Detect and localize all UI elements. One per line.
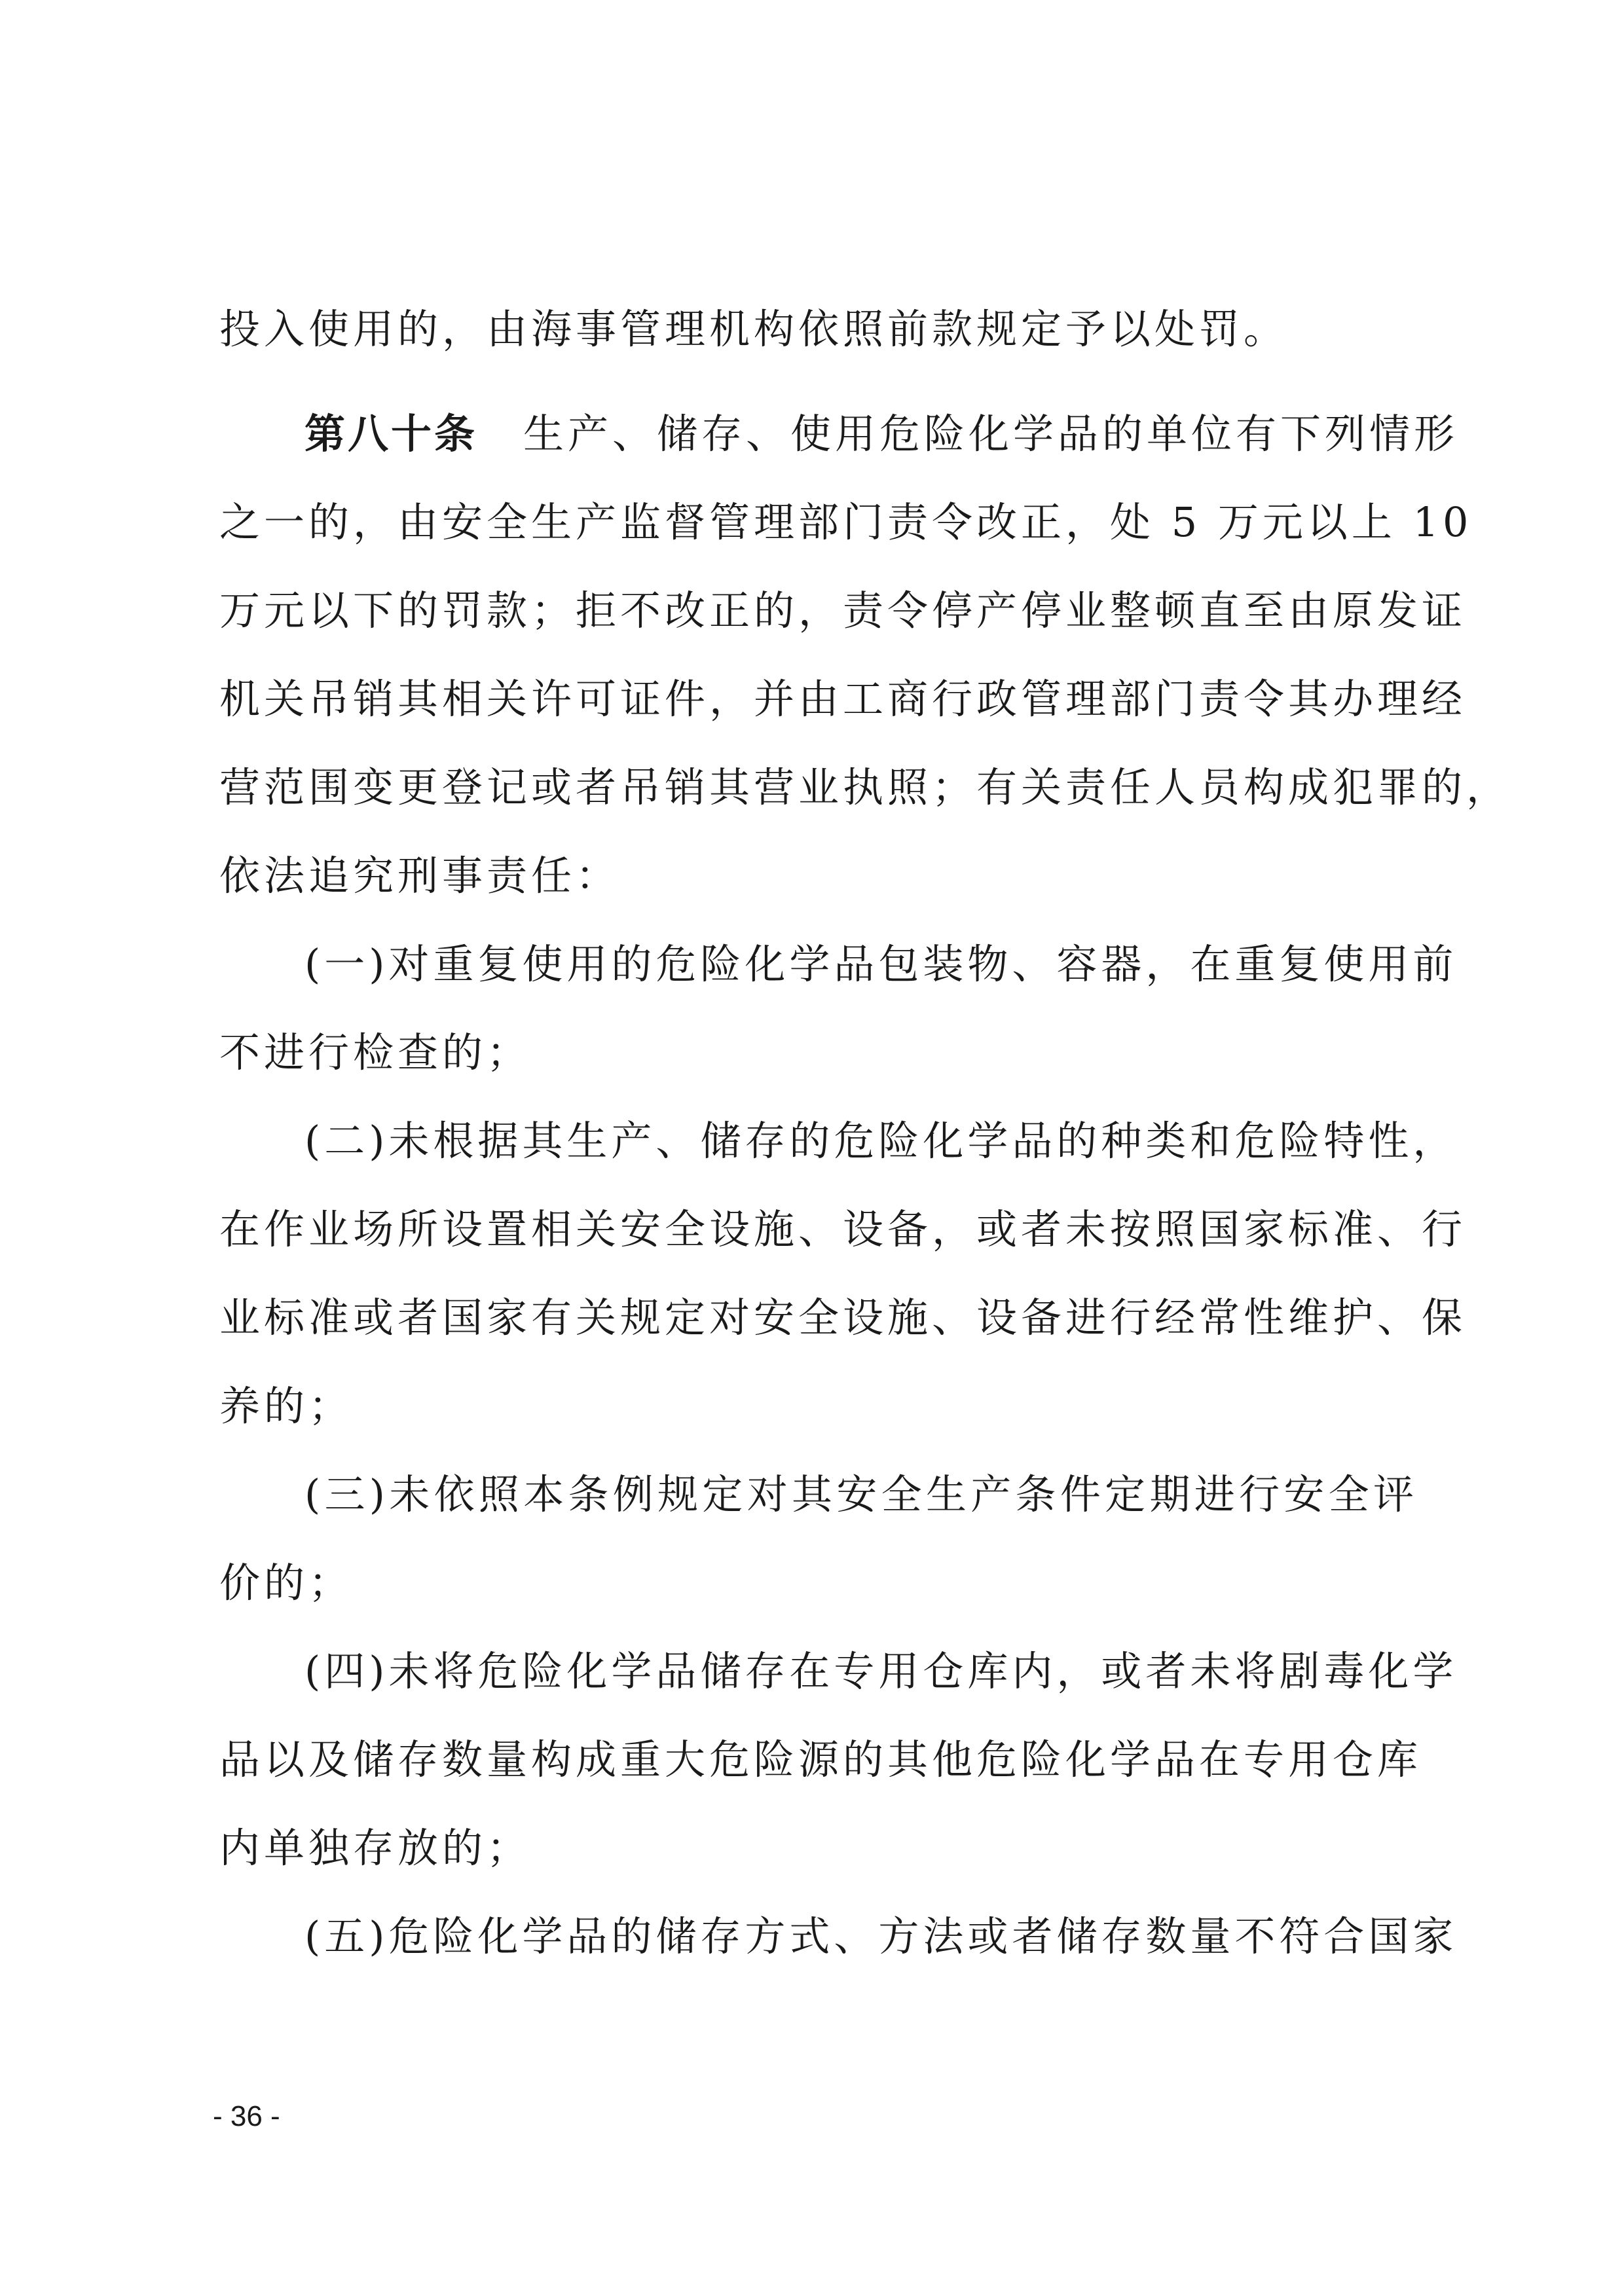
text-line-5: 机关吊销其相关许可证件，并由工商行政管理部门责令其办理经 bbox=[219, 675, 1467, 723]
text-line-6: 营范围变更登记或者吊销其营业执照；有关责任人员构成犯罪的， bbox=[219, 763, 1511, 811]
text-line-4: 万元以下的罚款；拒不改正的，责令停产停业整顿直至由原发证 bbox=[219, 587, 1467, 634]
item-3-line-2: 价的； bbox=[219, 1559, 354, 1607]
item-4-line-1: (四)未将危险化学品储存在专用仓库内，或者未将剧毒化学 bbox=[304, 1647, 1458, 1695]
item-4-line-3: 内单独存放的； bbox=[219, 1824, 532, 1872]
item-3-line-1: (三)未依照本条例规定对其安全生产条件定期进行安全评 bbox=[304, 1470, 1418, 1518]
article-heading: 第八十条 bbox=[304, 410, 478, 458]
item-1-line-1: (一)对重复使用的危险化学品包装物、容器，在重复使用前 bbox=[304, 940, 1458, 988]
article-80-text: 生产、储存、使用危险化学品的单位有下列情形 bbox=[523, 410, 1459, 458]
text-line-1: 投入使用的，由海事管理机构依照前款规定予以处罚。 bbox=[219, 305, 1289, 353]
item-2-line-2: 在作业场所设置相关安全设施、设备，或者未按照国家标准、行 bbox=[219, 1205, 1467, 1253]
item-2-line-3: 业标准或者国家有关规定对安全设施、设备进行经常性维护、保 bbox=[219, 1294, 1467, 1341]
text-line-3: 之一的，由安全生产监督管理部门责令改正，处 5 万元以上 10 bbox=[219, 498, 1473, 546]
item-2-line-4: 养的； bbox=[219, 1382, 354, 1430]
page-number: - 36 - bbox=[213, 2100, 280, 2132]
article-80-first-line bbox=[304, 408, 1459, 460]
item-1-line-2: 不进行检查的； bbox=[219, 1029, 532, 1076]
text-line-7: 依法追究刑事责任： bbox=[219, 852, 621, 900]
item-4-line-2: 品以及储存数量构成重大危险源的其他危险化学品在专用仓库 bbox=[219, 1736, 1422, 1783]
item-2-line-1: (二)未根据其生产、储存的危险化学品的种类和危险特性， bbox=[304, 1117, 1458, 1165]
item-5-line-1: (五)危险化学品的储存方式、方法或者储存数量不符合国家 bbox=[304, 1912, 1458, 1960]
